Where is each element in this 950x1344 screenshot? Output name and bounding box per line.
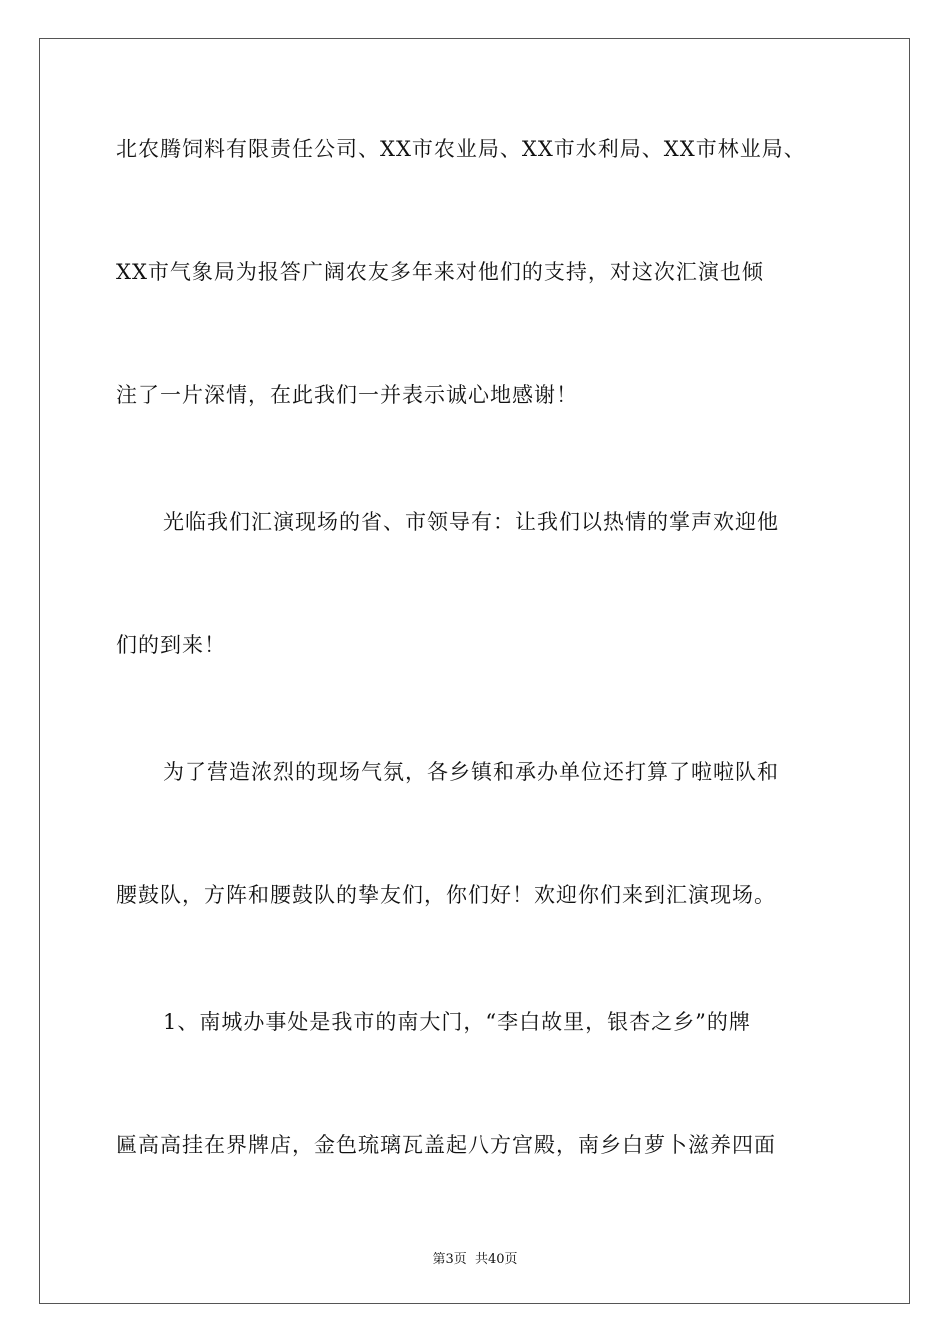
- paragraph-line: 1、南城办事处是我市的南大门，“李白故里，银杏之乡”的牌: [163, 1010, 751, 1034]
- paragraph-line: 腰鼓队，方阵和腰鼓队的挚友们，你们好！欢迎你们来到汇演现场。: [116, 883, 776, 907]
- page-total: 共40页: [474, 1252, 518, 1267]
- page-number: 第3页: [432, 1252, 467, 1267]
- paragraph-line: 为了营造浓烈的现场气氛，各乡镇和承办单位还打算了啦啦队和: [163, 760, 779, 784]
- page-footer: [0, 1248, 950, 1267]
- paragraph-line: XX市气象局为报答广阔农友多年来对他们的支持，对这次汇演也倾: [116, 260, 764, 284]
- paragraph-line: 北农腾饲料有限责任公司、XX市农业局、XX市水利局、XX市林业局、: [116, 137, 806, 161]
- paragraph-line: 匾高高挂在界牌店，金色琉璃瓦盖起八方宫殿，南乡白萝卜滋养四面: [116, 1133, 776, 1157]
- paragraph-line: 们的到来！: [116, 633, 226, 657]
- page-border: [39, 38, 910, 1304]
- paragraph-line: 光临我们汇演现场的省、市领导有：让我们以热情的掌声欢迎他: [163, 510, 779, 534]
- paragraph-line: 注了一片深情，在此我们一并表示诚心地感谢！: [116, 383, 578, 407]
